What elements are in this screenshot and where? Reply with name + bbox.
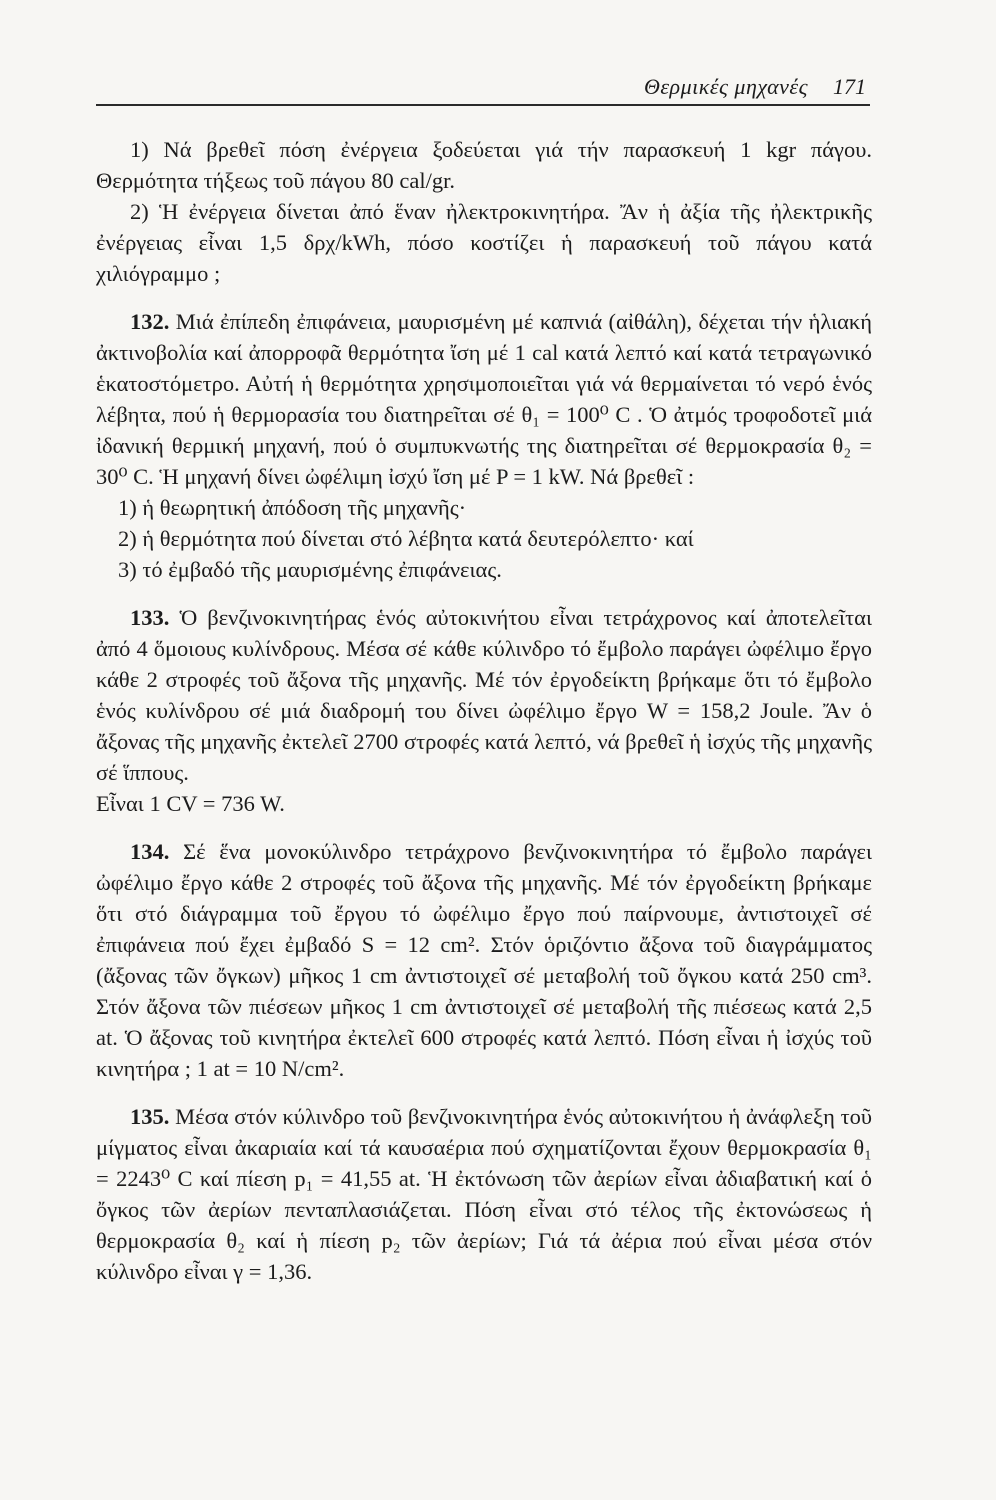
problem-text: Σέ ἕνα μονοκύλινδρο τετράχρονο βενζινοκινητήρα τό ἔμβολο παράγει ὠφέλιμο ἔργο κάθε 2 στροφές τοῦ ἄξονα τῆς μηχανῆς. Μέ τόν ἐργοδείκτη βρήκαμε ὅτι στό διάγραμμα τοῦ ἔργου τό ὠφέλιμο ἔργο πού παίρνουμε, ἀντιστοιχεῖ σέ ἐπιφάνεια πού ἔχει ἐμβαδό S = 12 cm². Στόν ὁριζόντιο ἄξονα τοῦ διαγράμματος (ἄξονας τῶν ὄγκων) μῆκος 1 cm ἀντιστοιχεῖ σέ μεταβολή τοῦ ὄγκου κατά 250 cm³. Στόν ἄξονα τῶν πιέσεων μῆκος 1 cm ἀντιστοιχεῖ σέ μεταβολή τῆς πιέσεως κατά 2,5 at. Ὁ ἄξονας τοῦ κινητήρα ἐκτελεῖ 600 στροφές κατά λεπτό. Πόση εἶναι ἡ ἰσχύς τοῦ κινητήρα ; 1 at = 10 N/cm². bbox=[96, 839, 872, 1081]
problem-note: Εἶναι 1 CV = 736 W. bbox=[96, 791, 285, 816]
sub-question: 2) ἡ θερμότητα πού δίνεται στό λέβητα κατά δευτερόλεπτο· καί bbox=[118, 526, 694, 551]
problem-text: Μιά ἐπίπεδη ἐπιφάνεια, μαυρισμένη μέ καπνιά (αἰθάλη), δέχεται τήν ἡλιακή ἀκτινοβολία καί ἀπορροφᾶ θερμότητα ἴση μέ 1 cal κατά λεπτό καί κατά τετραγωνικό ἑκατοστόμετρο. Αὐτή ἡ θερμότητα χρησιμοποιεῖται γιά νά θερμαίνεται τό νερό ἑνός λέβητα, πού ἡ θερμορασία του διατηρεῖται σέ θ₁ = 100⁰ C . Ὁ ἀτμός τροφοδοτεῖ μιά ἰδανική θερμική μηχανή, πού ὁ συμπυκνωτής της διατηρεῖται σέ θερμοκρασία θ₂ = 30⁰ C. Ἡ μηχανή δίνει ὠφέλιμη ἰσχύ ἴση μέ P = 1 kW. Νά βρεθεῖ : bbox=[96, 309, 872, 489]
continuation-question-2: 2) Ἡ ἐνέργεια δίνεται ἀπό ἕναν ἠλεκτροκινητήρα. Ἄν ἡ ἀξία τῆς ἠλεκτρικῆς ἐνέργειας εἶναι 1,5 δρχ/kWh, πόσο κοστίζει ἡ παρασκευή τοῦ πάγου κατά χιλιόγραμμο ; bbox=[96, 199, 872, 286]
problem-text: Μέσα στόν κύλινδρο τοῦ βενζινοκινητήρα ἑνός αὐτοκινήτου ἡ ἀνάφλεξη τοῦ μίγματος εἶναι ἀκαριαία καί τά καυσαέρια πού σχηματίζονται ἔχουν θερμοκρασία θ₁ = 2243⁰ C καί πίεση p₁ = 41,55 at. Ἡ ἐκτόνωση τῶν ἀερίων εἶναι ἀδιαβατική καί ὁ ὄγκος τῶν ἀερίων πενταπλασιάζεται. Πόση εἶναι στό τέλος τῆς ἐκτονώσεως ἡ θερμοκρασία θ₂ καί ἡ πίεση p₂ τῶν ἀερίων; Γιά τά ἀέρια πού εἶναι μέσα στόν κύλινδρο εἶναι γ = 1,36. bbox=[96, 1104, 873, 1284]
sub-question: 3) τό ἐμβαδό τῆς μαυρισμένης ἐπιφάνειας. bbox=[118, 557, 502, 582]
problem-number: 132. bbox=[130, 309, 170, 334]
problem-134 bbox=[96, 836, 872, 1084]
problem-number: 135. bbox=[130, 1104, 170, 1129]
problem-text: Ὁ βενζινοκινητήρας ἑνός αὐτοκινήτου εἶναι τετράχρονος καί ἀποτελεῖται ἀπό 4 ὅμοιους κυλίνδρους. Μέσα σέ κάθε κύλινδρο τό ἔμβολο παράγει ὠφέλιμο ἔργο κάθε 2 στροφές τοῦ ἄξονα τῆς μηχανῆς. Μέ τόν ἐργοδείκτη βρήκαμε ὅτι τό ἔμβολο ἑνός κυλίνδρου σέ μιά διαδρομή του δίνει ὠφέλιμο ἔργο W = 158,2 Joule. Ἄν ὁ ἄξονας τῆς μηχανῆς ἐκτελεῖ 2700 στροφές κατά λεπτό, νά βρεθεῖ ἡ ἰσχύς τῆς μηχανῆς σέ ἵππους. bbox=[96, 605, 872, 785]
problem-paragraph bbox=[96, 1101, 872, 1287]
page-number: 171 bbox=[833, 74, 866, 99]
problem-132 bbox=[96, 306, 872, 585]
chapter-title: Θερμικές μηχανές bbox=[643, 74, 808, 99]
problem-paragraph bbox=[96, 836, 872, 1084]
running-header bbox=[96, 70, 870, 106]
problem-paragraph bbox=[96, 306, 872, 492]
sub-question: 1) ἡ θεωρητική ἀπόδοση τῆς μηχανῆς· bbox=[118, 495, 467, 520]
problem-number: 134. bbox=[130, 839, 170, 864]
problem-number: 133. bbox=[130, 605, 170, 630]
problem-135 bbox=[96, 1101, 872, 1287]
problem-133 bbox=[96, 602, 872, 819]
continuation-question-1: 1) Νά βρεθεῖ πόση ἐνέργεια ξοδεύεται γιά τήν παρασκευή 1 kgr πάγου. Θερμότητα τήξεως τοῦ πάγου 80 cal/gr. bbox=[96, 137, 872, 193]
problem-paragraph bbox=[96, 602, 872, 788]
sub-question-list bbox=[96, 492, 872, 585]
page-body bbox=[96, 134, 872, 1287]
